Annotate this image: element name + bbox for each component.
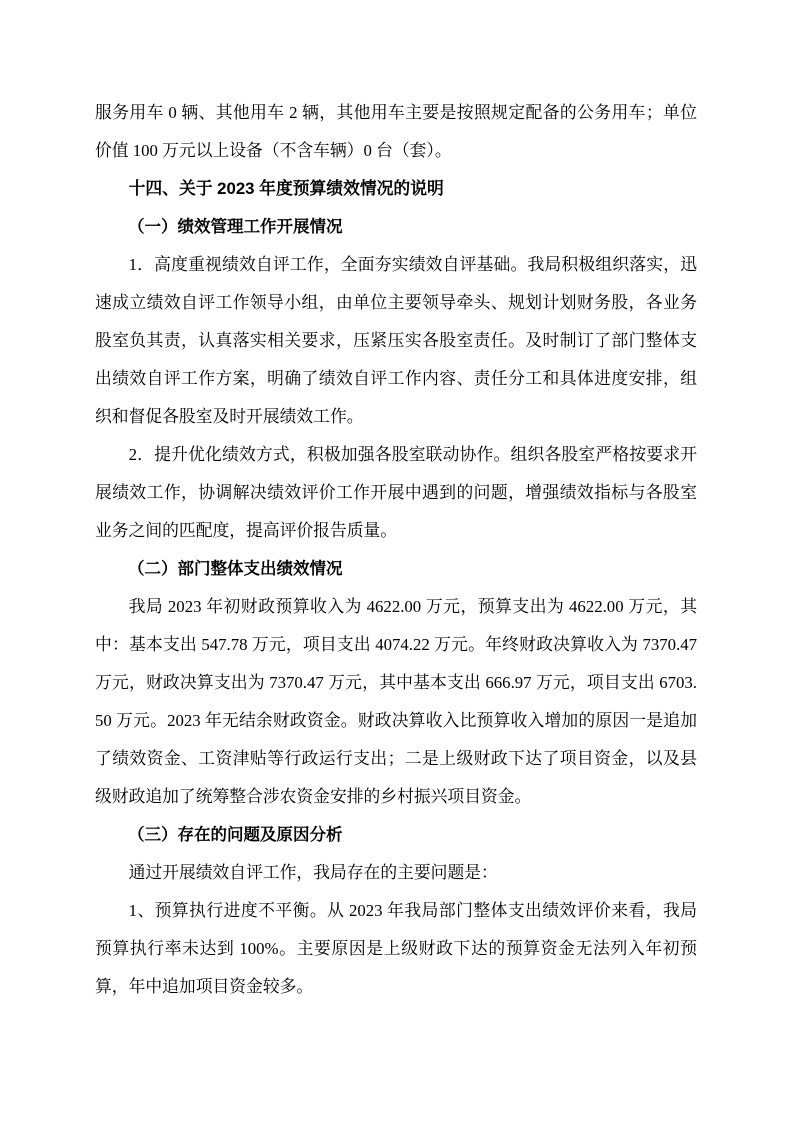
paragraph: 我局 2023 年初财政预算收入为 4622.00 万元，预算支出为 4622.00 万元，其中：基本支出 547.78 万元，项目支出 4074.22 万元。年终财政决算收入为 7370.47 万元，财政决算支出为 7370.47 万元，其中基本支出 666.97 万元，项目支出 6703.50 万元。2023 年无结余财政资金。财政决算收入比预算收入增加的原因一是追加了绩效资金、工资津贴等行政运行支出；二是上级财政下达了项目资金，以及县级财政追加了统筹整合涉农资金安排的乡村振兴项目资金。 — [95, 597, 697, 806]
paragraph: 通过开展绩效自评工作，我局存在的主要问题是： — [128, 863, 498, 882]
paragraph: 1．高度重视绩效自评工作，全面夯实绩效自评基础。我局积极组织落实，迅速成立绩效自评工作领导小组，由单位主要领导牵头、规划计划财务股，各业务股室负其责，认真落实相关要求，压紧压实各股室责任。及时制订了部门整体支出绩效自评工作方案，明确了绩效自评工作内容、责任分工和具体进度安排，组织和督促各股室及时开展绩效工作。 — [95, 255, 697, 426]
paragraph-continuation: 服务用车 0 辆、其他用车 2 辆，其他用车主要是按照规定配备的公务用车；单位价值 100 万元以上设备（不含车辆）0 台（套）。 — [95, 103, 697, 160]
subsection-heading-1: （一）绩效管理工作开展情况 — [128, 218, 343, 236]
paragraph: 1、预算执行进度不平衡。从 2023 年我局部门整体支出绩效评价来看，我局预算执行率未达到 100%。主要原因是上级财政下达的预算资金无法列入年初预算，年中追加项目资金较多。 — [95, 901, 697, 996]
subsection-heading-3: （三）存在的问题及原因分析 — [128, 826, 343, 844]
subsection-heading-2: （二）部门整体支出绩效情况 — [128, 560, 343, 578]
paragraph: 2．提升优化绩效方式，积极加强各股室联动协作。组织各股室严格按要求开展绩效工作，协调解决绩效评价工作开展中遇到的问题，增强绩效指标与各股室业务之间的匹配度，提高评价报告质量。 — [95, 445, 697, 540]
section-heading: 十四、关于 2023 年度预算绩效情况的说明 — [128, 179, 444, 198]
